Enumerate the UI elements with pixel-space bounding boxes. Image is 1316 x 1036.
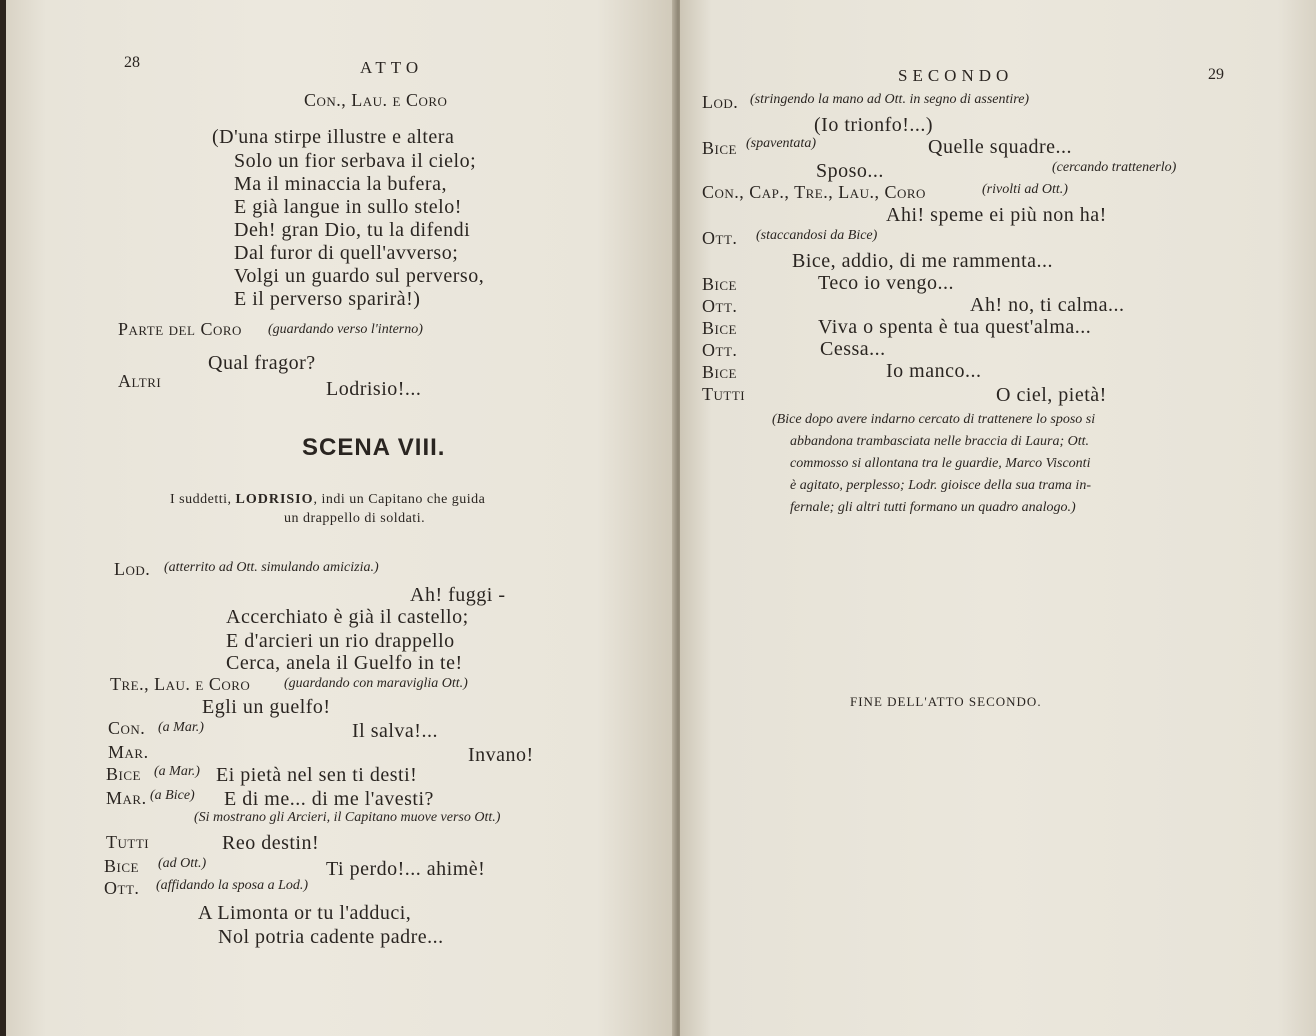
left-page [6,0,678,1036]
scene-description: un drappello di soldati. [284,511,426,526]
verse-line: E d'arcieri un rio drappello [226,630,455,652]
speaker-label: Ott. [702,228,738,248]
verse-line: Dal furor di quell'avverso; [234,242,459,264]
verse-line: Il salva!... [352,720,438,742]
stage-direction: (Bice dopo avere indarno cercato di trattenere lo sposo si [772,412,1096,427]
stage-direction: (affidando la sposa a Lod.) [156,878,309,893]
stage-direction: (ad Ott.) [158,856,207,871]
verse-line: (D'una stirpe illustre e altera [212,126,455,148]
speaker-label: Bice [702,318,737,338]
speaker-label: Tutti [702,384,746,404]
verse-line: (Io trionfo!...) [814,114,934,136]
stage-direction: (guardando verso l'interno) [268,322,423,337]
stage-direction: commosso si allontana tra le guardie, Marco Visconti [790,456,1091,471]
verse-line: Accerchiato è già il castello; [226,606,469,628]
stage-direction: (a Mar.) [154,764,200,779]
stage-direction: (stringendo la mano ad Ott. in segno di assentire) [750,92,1030,107]
end-of-act: FINE DELL'ATTO SECONDO. [850,694,1042,709]
running-header: ATTO [360,58,424,77]
verse-line: Nol potria cadente padre... [218,926,444,948]
verse-line: E già langue in sullo stelo! [234,196,462,218]
speaker-label: Lod. [114,559,151,579]
stage-direction: (cercando trattenerlo) [1052,160,1177,175]
scene-description [170,492,485,508]
verse-line: Invano! [468,744,534,766]
stage-direction: (atterrito ad Ott. simulando amicizia.) [164,560,379,575]
verse-line: Solo un fior serbava il cielo; [234,150,477,172]
verse-line: Reo destin! [222,832,320,854]
character-name: LODRISIO [235,492,314,507]
speaker-label: Bice [104,856,139,876]
stage-direction: abbandona trambasciata nelle braccia di Laura; Ott. [790,434,1090,449]
stage-direction: (rivolti ad Ott.) [982,182,1068,197]
running-header: SECONDO [898,66,1014,85]
stage-direction: (spaventata) [746,136,816,151]
speaker-label: Con., Lau. e Coro [304,90,448,110]
verse-line: Ahi! speme ei più non ha! [886,204,1107,226]
stage-direction: (Si mostrano gli Arcieri, il Capitano muove verso Ott.) [194,810,501,825]
scene-desc-text: I suddetti, [170,492,232,507]
verse-line: Egli un guelfo! [202,696,331,718]
verse-line: Qual fragor? [208,352,316,374]
right-page [680,0,1316,1036]
speaker-label: Ott. [702,296,738,316]
speaker-label: Altri [118,371,162,391]
verse-line: O ciel, pietà! [996,384,1107,406]
speaker-label: Bice [702,274,737,294]
stage-direction: fernale; gli altri tutti formano un quadro analogo.) [790,500,1076,515]
stage-direction: (guardando con maraviglia Ott.) [284,676,468,691]
verse-line: Bice, addio, di me rammenta... [792,250,1054,272]
verse-line: Ti perdo!... ahimè! [326,858,486,880]
verse-line: Ma il minaccia la bufera, [234,173,447,195]
speaker-label: Bice [702,138,737,158]
speaker-label: Parte del Coro [118,319,242,339]
speaker-label: Lod. [702,92,739,112]
speaker-label: Con. [108,718,146,738]
verse-line: A Limonta or tu l'adduci, [198,902,412,924]
verse-line: E di me... di me l'avesti? [224,788,434,810]
speaker-label: Tre., Lau. e Coro [110,674,251,694]
verse-line: Quelle squadre... [928,136,1073,158]
stage-direction: (a Bice) [150,788,195,803]
page-number: 28 [124,54,140,71]
scene-desc-text: , indi un Capitano che guida [313,492,486,507]
stage-direction: (a Mar.) [158,720,204,735]
verse-line: Ei pietà nel sen ti desti! [216,764,418,786]
verse-line: E il perverso sparirà!) [234,288,421,310]
verse-line: Teco io vengo... [818,272,955,294]
verse-line: Ah! fuggi - [410,584,506,606]
scene-title: SCENA VIII. [302,434,446,461]
speaker-label: Con., Cap., Tre., Lau., Coro [702,182,926,202]
speaker-label: Mar. [108,742,149,762]
speaker-label: Bice [106,764,141,784]
verse-line: Deh! gran Dio, tu la difendi [234,219,471,241]
verse-line: Cessa... [820,338,886,360]
page-number: 29 [1208,66,1224,83]
speaker-label: Ott. [104,878,140,898]
verse-line: Ah! no, ti calma... [970,294,1125,316]
verse-line: Io manco... [886,360,982,382]
verse-line: Cerca, anela il Guelfo in te! [226,652,463,674]
speaker-label: Bice [702,362,737,382]
speaker-label: Tutti [106,832,150,852]
speaker-label: Mar. [106,788,147,808]
verse-line: Viva o spenta è tua quest'alma... [818,316,1092,338]
verse-line: Sposo... [816,160,884,182]
verse-line: Volgi un guardo sul perverso, [234,265,485,287]
speaker-label: Ott. [702,340,738,360]
verse-line: Lodrisio!... [326,378,422,400]
stage-direction: è agitato, perplesso; Lodr. gioisce della sua trama in- [790,478,1091,493]
stage-direction: (staccandosi da Bice) [756,228,878,243]
